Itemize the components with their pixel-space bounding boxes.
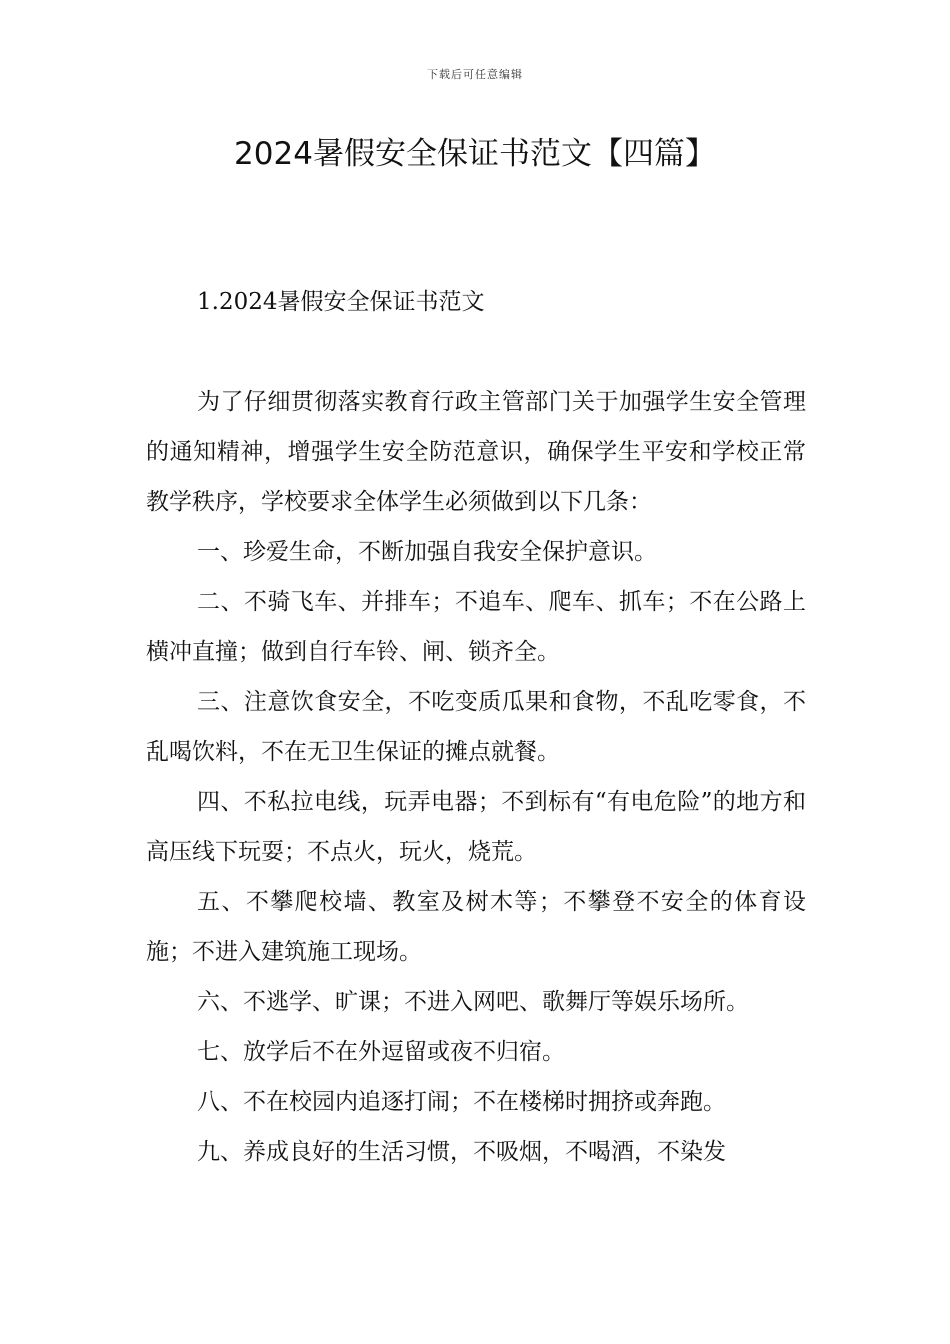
- paragraph-rule-3: 三、注意饮食安全，不吃变质瓜果和食物，不乱吃零食，不乱喝饮料，不在无卫生保证的摊点就餐。: [146, 689, 806, 765]
- paragraph-rule-5: 五、不攀爬校墙、教室及树木等；不攀登不安全的体育设施；不进入建筑施工现场。: [146, 889, 806, 965]
- paragraph-rule-1: 一、珍爱生命，不断加强自我安全保护意识。: [197, 539, 657, 565]
- paragraph-rule-8: 八、不在校园内追逐打闹；不在楼梯时拥挤或奔跑。: [197, 1089, 726, 1115]
- paragraph-rule-6: 六、不逃学、旷课；不进入网吧、歌舞厅等娱乐场所。: [197, 989, 749, 1015]
- header-note: 下载后可任意编辑: [427, 68, 523, 81]
- paragraph-intro: 为了仔细贯彻落实教育行政主管部门关于加强学生安全管理的通知精神，增强学生安全防范意识，确保学生平安和学校正常教学秩序，学校要求全体学生必须做到以下几条：: [146, 389, 806, 515]
- document-title: 2024暑假安全保证书范文【四篇】: [234, 136, 716, 172]
- section-heading: 1.2024暑假安全保证书范文: [197, 289, 485, 315]
- paragraph-rule-7: 七、放学后不在外逗留或夜不归宿。: [197, 1039, 565, 1065]
- paragraph-rule-9: 九、养成良好的生活习惯，不吸烟，不喝酒，不染发: [197, 1139, 726, 1165]
- paragraph-rule-2: 二、不骑飞车、并排车；不追车、爬车、抓车；不在公路上横冲直撞；做到自行车铃、闸、锁齐全。: [146, 589, 806, 665]
- document-body: [146, 377, 806, 1177]
- paragraph-rule-4: 四、不私拉电线，玩弄电器；不到标有“有电危险”的地方和高压线下玩耍；不点火，玩火，烧荒。: [146, 789, 806, 865]
